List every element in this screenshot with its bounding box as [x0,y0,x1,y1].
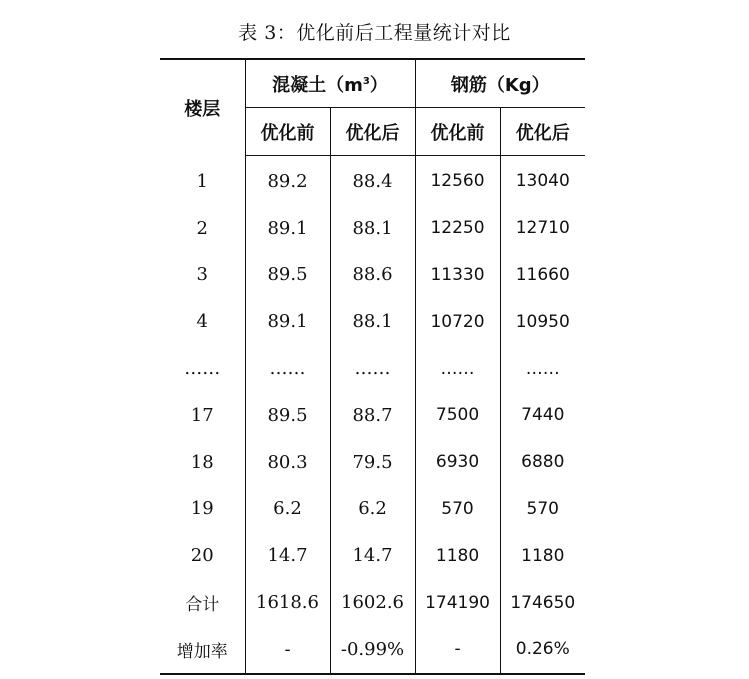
concrete-before-cell: 14.7 [245,532,330,579]
steel-after-cell: 7440 [521,405,565,426]
concrete-after-cell: -0.99% [330,626,415,674]
floor-cell: …… [160,345,245,392]
header-concrete: 混凝土$(m^3)$ [245,59,415,108]
steel-before-cell: 6930 [415,439,500,486]
concrete-before-cell: 89.5 [245,392,330,439]
header-steel-before: 优化前 [415,108,500,156]
quantity-comparison-table [160,58,585,675]
table-body [160,156,585,674]
table-row [160,532,585,579]
concrete-after-cell: 88.1 [330,205,415,252]
steel-after-cell: 6880 [521,452,565,473]
concrete-after-cell: 88.1 [330,298,415,345]
floor-cell: 20 [160,532,245,579]
steel-after-cell: 174650 [510,592,576,613]
steel-after-cell: 1180 [521,545,565,566]
header-concrete-before: 优化前 [245,108,330,156]
concrete-before-cell: 80.3 [245,439,330,486]
floor-cell: 17 [160,392,245,439]
steel-before-cell: 11330 [415,252,500,299]
table-row [160,579,585,626]
header-concrete-after: 优化后 [330,108,415,156]
steel-before-cell: 1180 [415,532,500,579]
steel-before-cell: 12560 [415,156,500,205]
table-row [160,392,585,439]
concrete-before-cell: 89.5 [245,252,330,299]
floor-cell: 2 [160,205,245,252]
floor-cell: 3 [160,252,245,299]
concrete-after-cell: 88.7 [330,392,415,439]
floor-cell: 1 [160,156,245,205]
floor-cell: 18 [160,439,245,486]
floor-cell: 合计 [160,579,245,626]
steel-before-cell: 174190 [415,579,500,626]
concrete-before-cell: 1618.6 [245,579,330,626]
concrete-after-cell: 79.5 [330,439,415,486]
concrete-before-cell: 6.2 [245,486,330,533]
table-caption: 表 3：优化前后工程量统计对比 [238,22,511,44]
header-steel-after: 优化后 [500,108,585,156]
concrete-after-cell: 6.2 [330,486,415,533]
concrete-after-cell: 1602.6 [330,579,415,626]
concrete-before-cell: - [245,626,330,674]
concrete-before-cell: …… [245,345,330,392]
steel-before-cell: 570 [415,486,500,533]
concrete-after-cell: …… [330,345,415,392]
table-row [160,298,585,345]
concrete-before-cell: 89.2 [245,156,330,205]
steel-before-cell: 10720 [415,298,500,345]
table-row [160,345,585,392]
table-row [160,252,585,299]
steel-after-cell: 13040 [515,171,570,192]
steel-after-cell: 10950 [515,311,570,332]
table-row [160,205,585,252]
concrete-before-cell: 89.1 [245,298,330,345]
concrete-after-cell: 88.6 [330,252,415,299]
concrete-before-cell: 89.1 [245,205,330,252]
concrete-after-cell: 14.7 [330,532,415,579]
table-row [160,439,585,486]
steel-after-cell: 12710 [515,218,570,239]
steel-after-cell: 0.26% [500,626,585,674]
concrete-after-cell: 88.4 [330,156,415,205]
floor-cell: 增加率 [160,626,245,674]
header-floor: 楼层 [160,59,245,156]
floor-cell: 19 [160,486,245,533]
table-row [160,626,585,674]
steel-after-cell: …… [525,358,560,379]
header-steel: 钢筋（Kg） [415,59,585,108]
steel-after-cell: 11660 [515,264,570,285]
floor-cell: 4 [160,298,245,345]
steel-before-cell: 12250 [415,205,500,252]
steel-before-cell: - [415,626,500,674]
table-row [160,156,585,205]
steel-before-cell: 7500 [415,392,500,439]
steel-before-cell: …… [415,345,500,392]
table-row [160,486,585,533]
steel-after-cell: 570 [526,498,559,519]
